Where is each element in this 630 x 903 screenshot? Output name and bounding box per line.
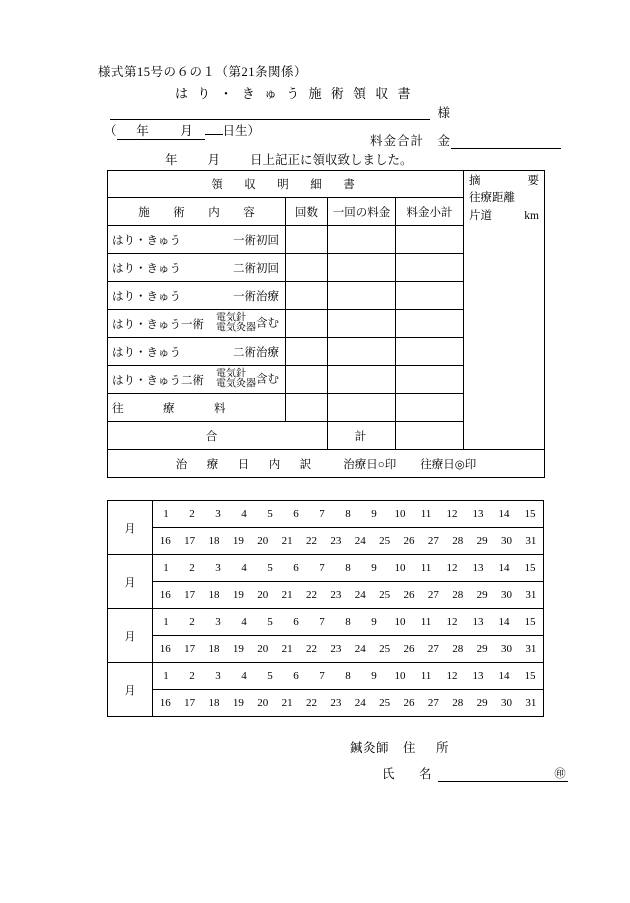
row-count-3[interactable] <box>286 282 328 310</box>
calendar-day-24[interactable]: 24 <box>354 642 366 655</box>
calendar-day-17[interactable]: 17 <box>184 588 196 601</box>
calendar-day-21[interactable]: 21 <box>281 588 293 601</box>
column-header-content: 施 術 内 容 <box>108 198 286 226</box>
total-amount-label: 料金合計 金 <box>370 134 452 148</box>
calendar-day-24[interactable]: 24 <box>354 588 366 601</box>
calendar-day-30[interactable]: 30 <box>500 534 512 547</box>
row-desc-4-line2: 電気灸器 <box>216 322 256 334</box>
name-underline-footer <box>438 767 568 782</box>
calendar-day-2[interactable]: 2 <box>189 507 195 520</box>
calendar-day-9[interactable]: 9 <box>371 669 377 682</box>
practitioner-label: 鍼灸師 <box>350 741 390 755</box>
calendar-day-7[interactable]: 7 <box>319 561 325 574</box>
calendar-day-15[interactable]: 15 <box>524 561 536 574</box>
calendar-day-26[interactable]: 26 <box>403 696 415 709</box>
calendar-day-14[interactable]: 14 <box>498 615 510 628</box>
row-desc-2-right: 二術初回 <box>233 262 279 275</box>
calendar-day-27[interactable]: 27 <box>427 696 439 709</box>
calendar-day-10[interactable]: 10 <box>394 561 406 574</box>
row-desc-6-stack <box>216 369 256 390</box>
footer-address-row <box>350 738 568 756</box>
row-subtotal-6[interactable] <box>396 366 464 394</box>
form-number: 様式第15号の６の１（第21条関係） <box>98 65 308 79</box>
calendar-day-1[interactable]: 1 <box>163 507 169 520</box>
row-desc-2 <box>108 254 286 282</box>
total-row-value[interactable] <box>396 422 464 450</box>
calendar-day-11[interactable]: 11 <box>420 615 432 628</box>
total-amount-underline <box>451 134 561 149</box>
birth-year-label: 年 <box>117 121 169 140</box>
calendar-days-row-16-31[interactable] <box>153 690 544 717</box>
row-subtotal-1[interactable] <box>396 226 464 254</box>
calendar-days-row-16-31[interactable] <box>153 636 544 663</box>
calendar-day-26[interactable]: 26 <box>403 588 415 601</box>
calendar-day-7[interactable]: 7 <box>319 615 325 628</box>
calendar-block-row-second <box>108 690 544 717</box>
calendar-block-row-second <box>108 582 544 609</box>
calendar-day-20[interactable]: 20 <box>257 642 269 655</box>
calendar-day-17[interactable]: 17 <box>184 642 196 655</box>
row-count-4[interactable] <box>286 310 328 338</box>
calendar-day-9[interactable]: 9 <box>371 561 377 574</box>
receipt-month-label: 月 <box>207 153 221 167</box>
treatment-calendar-table <box>107 500 544 717</box>
calendar-day-10[interactable]: 10 <box>394 669 406 682</box>
row-desc-1 <box>108 226 286 254</box>
calendar-day-3[interactable]: 3 <box>215 507 221 520</box>
calendar-day-24[interactable]: 24 <box>354 696 366 709</box>
row-desc-6-line1: 電気針 <box>216 368 246 379</box>
calendar-day-23[interactable]: 23 <box>330 534 342 547</box>
calendar-day-13[interactable]: 13 <box>472 507 484 520</box>
calendar-day-20[interactable]: 20 <box>257 534 269 547</box>
calendar-day-14[interactable]: 14 <box>498 669 510 682</box>
treatment-days-header <box>108 450 545 478</box>
calendar-day-10[interactable]: 10 <box>394 507 406 520</box>
table-row <box>108 450 545 478</box>
calendar-day-12[interactable]: 12 <box>446 669 458 682</box>
calendar-day-5[interactable]: 5 <box>267 561 273 574</box>
row-unit-6[interactable] <box>328 366 396 394</box>
calendar-day-27[interactable]: 27 <box>427 642 439 655</box>
calendar-day-1[interactable]: 1 <box>163 615 169 628</box>
calendar-day-12[interactable]: 12 <box>446 507 458 520</box>
calendar-month-cell[interactable]: 月 <box>108 663 153 717</box>
calendar-day-18[interactable]: 18 <box>208 642 220 655</box>
row-unit-3[interactable] <box>328 282 396 310</box>
birth-month-label: 月 <box>169 121 205 140</box>
name-underline <box>110 119 430 120</box>
remark-unit-km: km <box>524 210 539 223</box>
calendar-day-5[interactable]: 5 <box>267 507 273 520</box>
receipt-statement-text: 日上記正に領収致しました。 <box>250 153 413 167</box>
calendar-day-29[interactable]: 29 <box>476 696 488 709</box>
calendar-day-19[interactable]: 19 <box>232 534 244 547</box>
calendar-day-8[interactable]: 8 <box>345 669 351 682</box>
calendar-day-2[interactable]: 2 <box>189 615 195 628</box>
remark-title-right: 要 <box>527 175 539 187</box>
calendar-day-19[interactable]: 19 <box>232 588 244 601</box>
remark-distance-label: 往療距離 <box>469 191 515 204</box>
calendar-day-6[interactable]: 6 <box>293 507 299 520</box>
calendar-day-22[interactable]: 22 <box>305 642 317 655</box>
calendar-day-25[interactable]: 25 <box>379 696 391 709</box>
calendar-day-2[interactable]: 2 <box>189 669 195 682</box>
calendar-day-27[interactable]: 27 <box>427 534 439 547</box>
treatment-days-header-part1: 治 療 日 内 訳 <box>175 458 316 471</box>
row-subtotal-3[interactable] <box>396 282 464 310</box>
calendar-day-6[interactable]: 6 <box>293 669 299 682</box>
calendar-day-1[interactable]: 1 <box>163 669 169 682</box>
calendar-days-row-1-15[interactable] <box>153 609 544 636</box>
calendar-day-21[interactable]: 21 <box>281 642 293 655</box>
row-desc-5-left: はり・きゅう <box>112 346 181 359</box>
row-desc-6-line2: 電気灸器 <box>216 378 256 390</box>
calendar-block-row-second <box>108 636 544 663</box>
calendar-day-4[interactable]: 4 <box>241 669 247 682</box>
calendar-day-31[interactable]: 31 <box>525 534 537 547</box>
row-label-home-visit-fee: 往 療 料 <box>108 394 286 422</box>
calendar-day-31[interactable]: 31 <box>525 696 537 709</box>
calendar-day-19[interactable]: 19 <box>232 642 244 655</box>
calendar-day-21[interactable]: 21 <box>281 534 293 547</box>
calendar-day-7[interactable]: 7 <box>319 507 325 520</box>
calendar-day-28[interactable]: 28 <box>452 534 464 547</box>
row-desc-6 <box>108 366 286 394</box>
calendar-day-6[interactable]: 6 <box>293 561 299 574</box>
row-desc-2-left: はり・きゅう <box>112 262 181 275</box>
birthdate-field[interactable] <box>104 121 260 140</box>
calendar-month-cell[interactable]: 月 <box>108 609 153 663</box>
calendar-day-3[interactable]: 3 <box>215 669 221 682</box>
calendar-day-9[interactable]: 9 <box>371 507 377 520</box>
calendar-day-28[interactable]: 28 <box>452 696 464 709</box>
calendar-day-15[interactable]: 15 <box>524 615 536 628</box>
calendar-day-3[interactable]: 3 <box>215 561 221 574</box>
row-desc-6-right <box>216 369 279 390</box>
calendar-day-10[interactable]: 10 <box>394 615 406 628</box>
calendar-day-22[interactable]: 22 <box>305 696 317 709</box>
row-desc-3 <box>108 282 286 310</box>
calendar-day-23[interactable]: 23 <box>330 588 342 601</box>
name-label: 氏 名 <box>382 767 438 781</box>
calendar-month-cell[interactable]: 月 <box>108 555 153 609</box>
detail-table <box>107 170 545 478</box>
calendar-block-row-first <box>108 609 544 636</box>
calendar-days-row-1-15[interactable] <box>153 555 544 582</box>
calendar-day-11[interactable]: 11 <box>420 507 432 520</box>
calendar-day-24[interactable]: 24 <box>354 534 366 547</box>
row-desc-4-line1: 電気針 <box>216 312 246 323</box>
row-desc-1-left: はり・きゅう <box>112 234 181 247</box>
calendar-day-9[interactable]: 9 <box>371 615 377 628</box>
receipt-statement <box>165 150 413 168</box>
calendar-day-18[interactable]: 18 <box>208 696 220 709</box>
row-subtotal-5[interactable] <box>396 338 464 366</box>
calendar-day-4[interactable]: 4 <box>241 507 247 520</box>
row-desc-3-left: はり・きゅう <box>112 290 181 303</box>
birth-day-suffix: 日生） <box>222 124 261 138</box>
calendar-days-row-16-31[interactable] <box>153 582 544 609</box>
calendar-day-29[interactable]: 29 <box>476 642 488 655</box>
calendar-day-29[interactable]: 29 <box>476 534 488 547</box>
calendar-days-row-16-31[interactable] <box>153 528 544 555</box>
calendar-day-11[interactable]: 11 <box>420 669 432 682</box>
calendar-day-22[interactable]: 22 <box>305 534 317 547</box>
row-unit-home-visit[interactable] <box>328 394 396 422</box>
calendar-day-13[interactable]: 13 <box>472 615 484 628</box>
calendar-day-29[interactable]: 29 <box>476 588 488 601</box>
calendar-day-14[interactable]: 14 <box>498 507 510 520</box>
calendar-day-17[interactable]: 17 <box>184 696 196 709</box>
calendar-day-16[interactable]: 16 <box>159 534 171 547</box>
calendar-day-1[interactable]: 1 <box>163 561 169 574</box>
column-header-subtotal: 料金小計 <box>396 198 464 226</box>
birth-open-paren: （ <box>104 124 117 138</box>
row-desc-6-left: はり・きゅう二術 <box>112 374 204 387</box>
calendar-day-5[interactable]: 5 <box>267 669 273 682</box>
calendar-day-18[interactable]: 18 <box>208 534 220 547</box>
calendar-day-31[interactable]: 31 <box>525 642 537 655</box>
row-count-1[interactable] <box>286 226 328 254</box>
column-header-unit-price: 一回の料金 <box>328 198 396 226</box>
calendar-block-row-first <box>108 555 544 582</box>
calendar-day-12[interactable]: 12 <box>446 561 458 574</box>
calendar-block-row-second <box>108 528 544 555</box>
row-count-2[interactable] <box>286 254 328 282</box>
total-row-kei-label: 計 <box>328 422 396 450</box>
row-desc-6-tail: 含む <box>256 373 279 386</box>
calendar-day-14[interactable]: 14 <box>498 561 510 574</box>
row-subtotal-4[interactable] <box>396 310 464 338</box>
calendar-days-row-1-15[interactable] <box>153 663 544 690</box>
calendar-day-4[interactable]: 4 <box>241 615 247 628</box>
row-unit-1[interactable] <box>328 226 396 254</box>
calendar-day-30[interactable]: 30 <box>500 642 512 655</box>
row-desc-1-right: 一術初回 <box>233 234 279 247</box>
calendar-block-row-first <box>108 663 544 690</box>
calendar-days-row-1-15[interactable] <box>153 501 544 528</box>
treatment-days-header-part2: 治療日○印 <box>343 458 397 471</box>
row-desc-4 <box>108 310 286 338</box>
calendar-day-25[interactable]: 25 <box>379 588 391 601</box>
calendar-day-16[interactable]: 16 <box>159 642 171 655</box>
calendar-day-19[interactable]: 19 <box>232 696 244 709</box>
calendar-block-row-first <box>108 501 544 528</box>
table-row <box>108 171 545 198</box>
calendar-day-22[interactable]: 22 <box>305 588 317 601</box>
calendar-day-7[interactable]: 7 <box>319 669 325 682</box>
row-unit-4[interactable] <box>328 310 396 338</box>
calendar-day-3[interactable]: 3 <box>215 615 221 628</box>
treatment-days-header-part3: 往療日◎印 <box>420 458 477 471</box>
calendar-day-16[interactable]: 16 <box>159 696 171 709</box>
calendar-day-15[interactable]: 15 <box>524 669 536 682</box>
row-desc-4-right <box>216 313 279 334</box>
total-amount-field[interactable] <box>370 131 561 149</box>
name-suffix-label: 様 <box>437 106 450 120</box>
calendar-day-30[interactable]: 30 <box>500 696 512 709</box>
address-label: 住 所 <box>403 741 453 755</box>
row-desc-3-right: 一術治療 <box>233 290 279 303</box>
calendar-day-13[interactable]: 13 <box>472 561 484 574</box>
remark-oneway-label: 片道 <box>469 210 492 223</box>
footer-signature-block <box>350 738 568 782</box>
calendar-day-8[interactable]: 8 <box>345 507 351 520</box>
calendar-day-17[interactable]: 17 <box>184 534 196 547</box>
calendar-day-28[interactable]: 28 <box>452 588 464 601</box>
page-title: は り ・ き ゅ う 施 術 領 収 書 <box>175 86 414 101</box>
row-subtotal-home-visit[interactable] <box>396 394 464 422</box>
footer-name-row[interactable] <box>382 764 568 782</box>
calendar-day-23[interactable]: 23 <box>330 642 342 655</box>
total-row-label: 合 <box>108 422 328 450</box>
calendar-day-2[interactable]: 2 <box>189 561 195 574</box>
calendar-day-31[interactable]: 31 <box>525 588 537 601</box>
row-desc-5 <box>108 338 286 366</box>
row-unit-5[interactable] <box>328 338 396 366</box>
detail-table-header: 領 収 明 細 書 <box>108 171 464 198</box>
calendar-day-11[interactable]: 11 <box>420 561 432 574</box>
calendar-day-28[interactable]: 28 <box>452 642 464 655</box>
row-desc-4-tail: 含む <box>256 317 279 330</box>
calendar-day-15[interactable]: 15 <box>524 507 536 520</box>
birth-day-blank <box>205 134 223 135</box>
calendar-day-6[interactable]: 6 <box>293 615 299 628</box>
calendar-day-20[interactable]: 20 <box>257 696 269 709</box>
calendar-day-25[interactable]: 25 <box>379 534 391 547</box>
calendar-day-12[interactable]: 12 <box>446 615 458 628</box>
receipt-year-label: 年 <box>165 153 178 167</box>
calendar-day-25[interactable]: 25 <box>379 642 391 655</box>
calendar-day-26[interactable]: 26 <box>403 642 415 655</box>
row-subtotal-2[interactable] <box>396 254 464 282</box>
calendar-day-5[interactable]: 5 <box>267 615 273 628</box>
remark-cell[interactable] <box>464 171 545 450</box>
calendar-day-13[interactable]: 13 <box>472 669 484 682</box>
row-desc-4-stack <box>216 313 256 334</box>
row-unit-2[interactable] <box>328 254 396 282</box>
calendar-day-8[interactable]: 8 <box>345 615 351 628</box>
calendar-day-23[interactable]: 23 <box>330 696 342 709</box>
row-count-6[interactable] <box>286 366 328 394</box>
row-count-5[interactable] <box>286 338 328 366</box>
calendar-month-cell[interactable]: 月 <box>108 501 153 555</box>
seal-icon: ㊞ <box>554 768 566 780</box>
row-count-home-visit[interactable] <box>286 394 328 422</box>
patient-name-field[interactable] <box>110 103 450 120</box>
calendar-day-30[interactable]: 30 <box>500 588 512 601</box>
calendar-day-8[interactable]: 8 <box>345 561 351 574</box>
remark-title-left: 摘 <box>469 175 481 187</box>
calendar-day-18[interactable]: 18 <box>208 588 220 601</box>
calendar-day-4[interactable]: 4 <box>241 561 247 574</box>
column-header-count: 回数 <box>286 198 328 226</box>
calendar-day-21[interactable]: 21 <box>281 696 293 709</box>
row-desc-5-right: 二術治療 <box>233 346 279 359</box>
calendar-day-20[interactable]: 20 <box>257 588 269 601</box>
calendar-day-26[interactable]: 26 <box>403 534 415 547</box>
calendar-day-16[interactable]: 16 <box>159 588 171 601</box>
row-desc-4-left: はり・きゅう一術 <box>112 318 204 331</box>
calendar-day-27[interactable]: 27 <box>427 588 439 601</box>
